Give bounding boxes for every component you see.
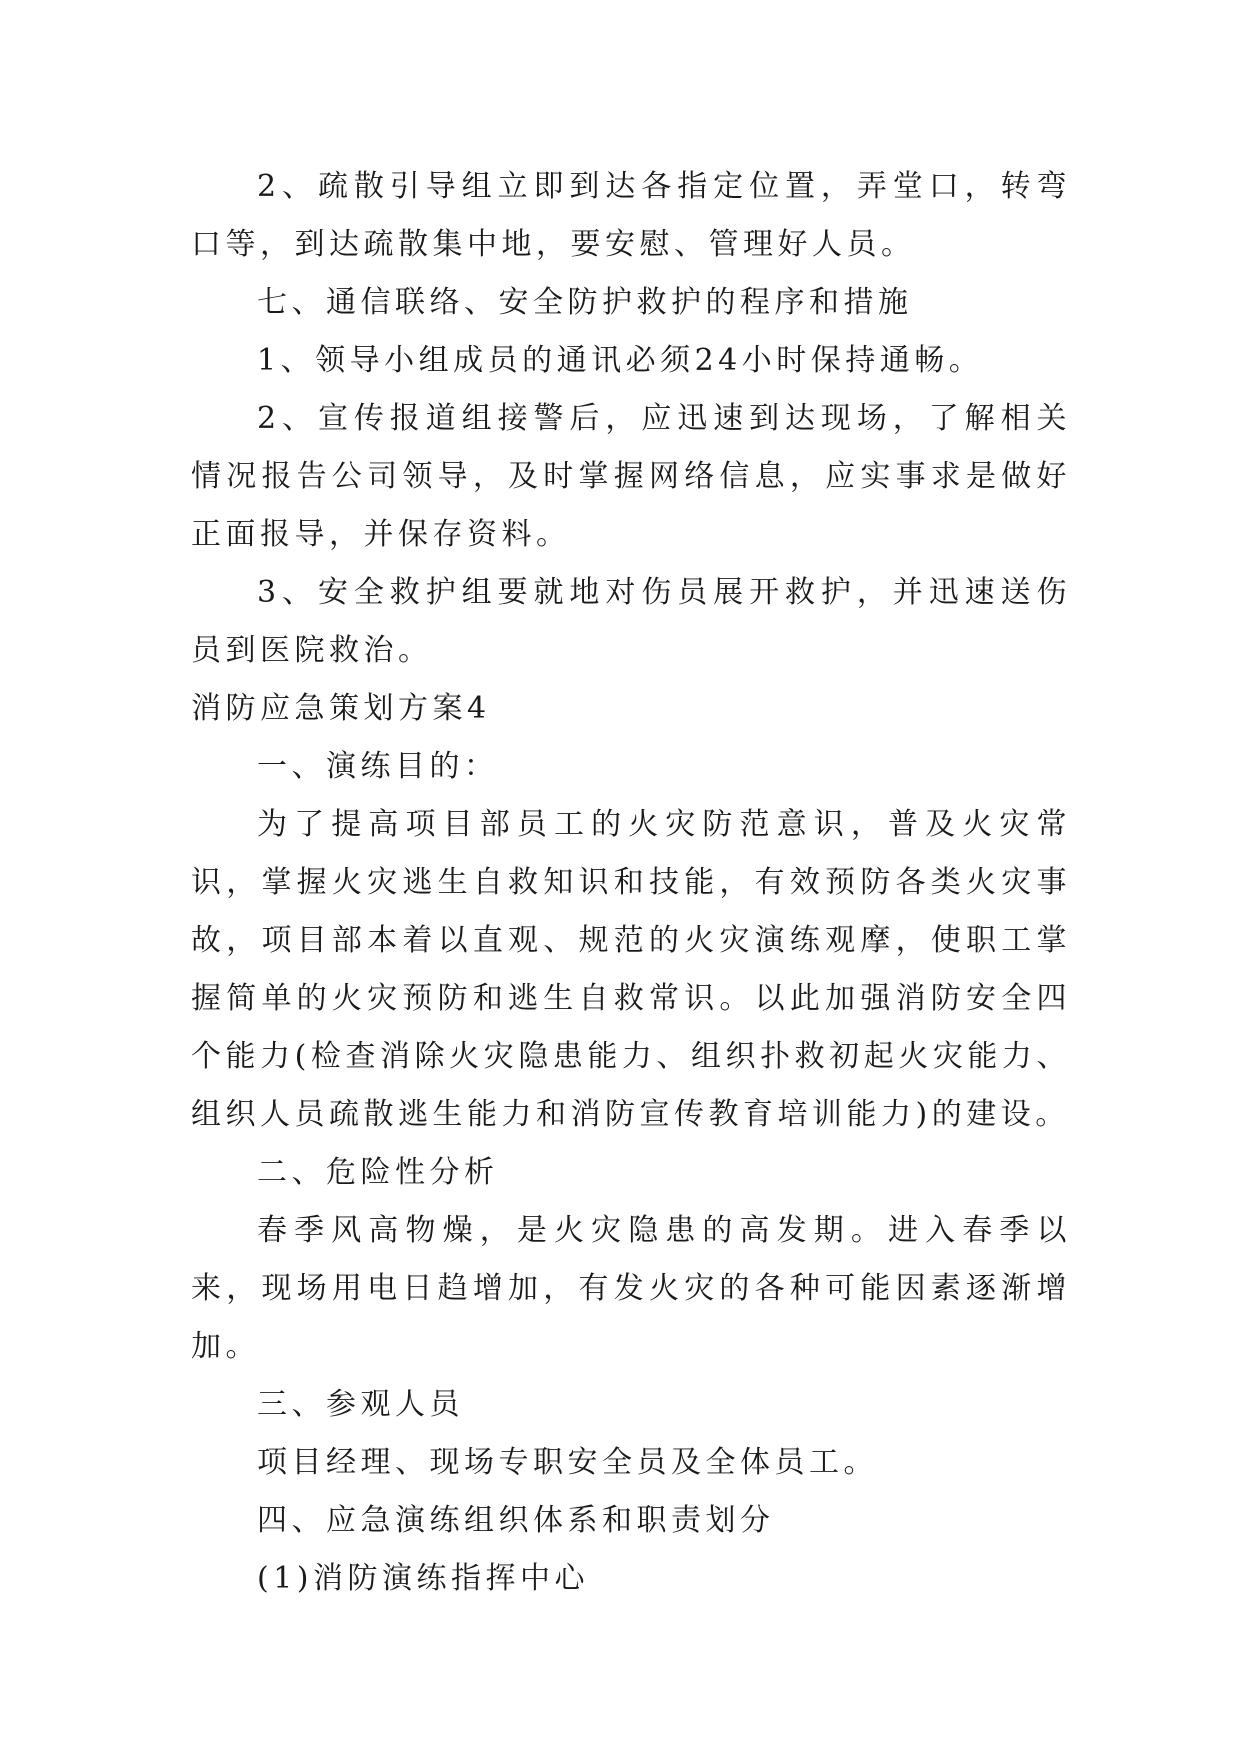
paragraph-risk-analysis: 春季风高物燥，是火灾隐患的高发期。进入春季以来，现场用电日趋增加，有发火灾的各种可能因素逐渐增加。 [191,1213,1071,1364]
paragraph-leader-contact: 1、领导小组成员的通讯必须24小时保持通畅。 [257,343,984,378]
item-command-center: (1)消防演练指挥中心 [257,1561,589,1596]
heading-communication-protection: 七、通信联络、安全防护救护的程序和措施 [257,285,913,320]
paragraph-participants: 项目经理、现场专职安全员及全体员工。 [257,1445,878,1480]
paragraph-evacuation-guide: 2、疏散引导组立即到达各指定位置，弄堂口，转弯口等，到达疏散集中地，要安慰、管理好人员。 [191,169,1071,262]
heading-organization: 四、应急演练组织体系和职责划分 [257,1503,775,1538]
paragraph-rescue-group: 3、安全救护组要就地对伤员展开救护，并迅速送伤员到医院救治。 [191,575,1071,668]
paragraph-drill-purpose: 为了提高项目部员工的火灾防范意识，普及火灾常识，掌握火灾逃生自救知识和技能，有效预防各类火灾事故，项目部本着以直观、规范的火灾演练观摩，使职工掌握简单的火灾预防和逃生自救常识。以此加强消防安全四个能力(检查消除火灾隐患能力、组织扑救初起火灾能力、组织人员疏散逃生能力和消防宣传教育培训能力)的建设。 [191,807,1071,1132]
heading-risk-analysis: 二、危险性分析 [257,1155,499,1190]
paragraph-publicity-report: 2、宣传报道组接警后，应迅速到达现场，了解相关情况报告公司领导，及时掌握网络信息，应实事求是做好正面报导，并保存资料。 [191,401,1071,552]
heading-drill-purpose: 一、演练目的： [257,749,499,784]
section-title-plan-4: 消防应急策划方案4 [191,691,491,726]
document-body [191,158,1071,1608]
heading-participants: 三、参观人员 [257,1387,464,1422]
